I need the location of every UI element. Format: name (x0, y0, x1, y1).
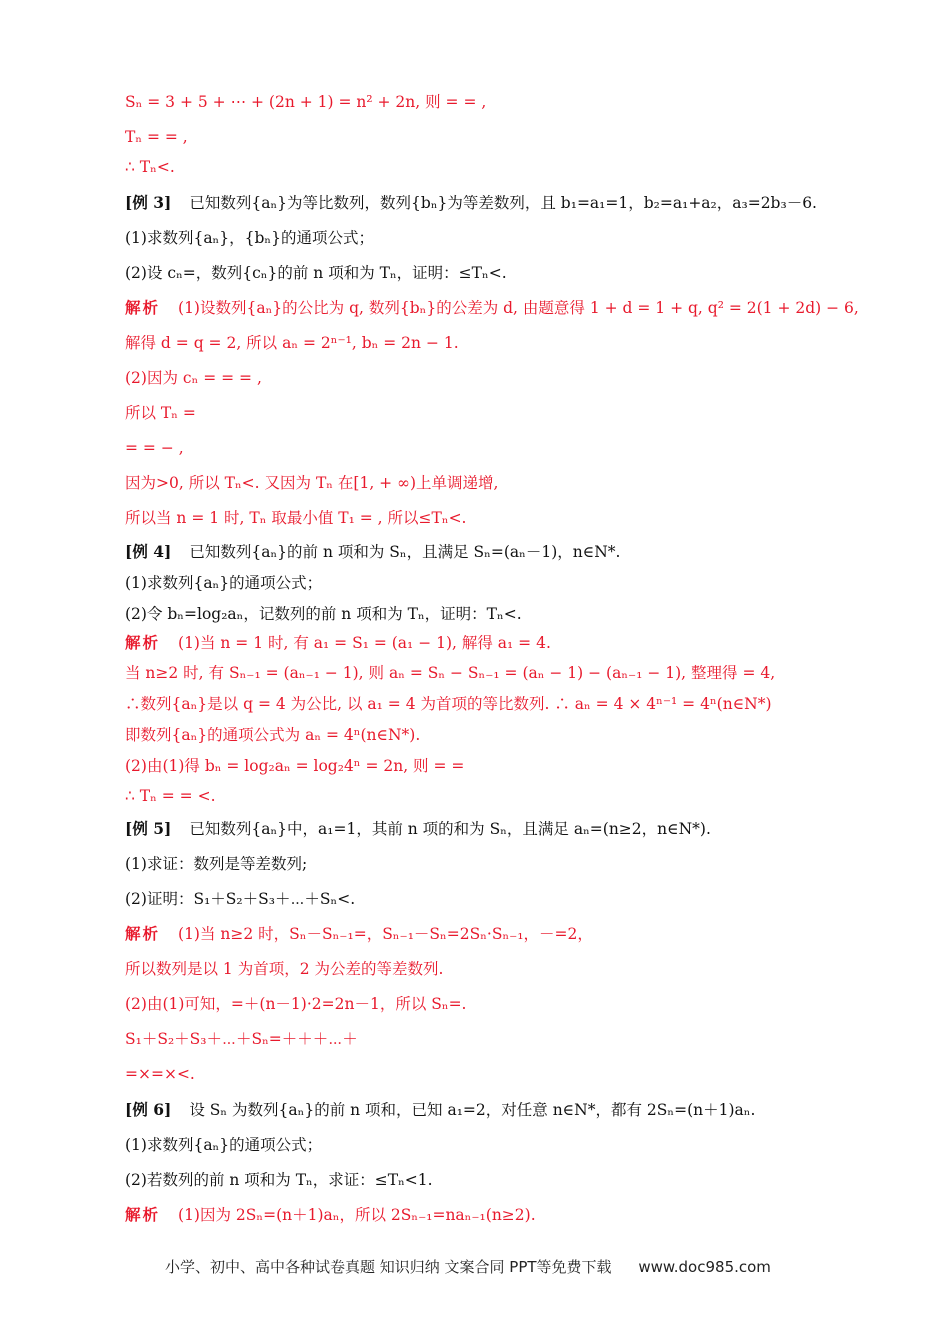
text-line (125, 1029, 358, 1049)
text-line (125, 368, 262, 388)
line-text: 所以当 n = 1 时, Tₙ 取最小值 T₁ = , 所以≤Tₙ<. (125, 509, 467, 527)
line-text: (2)证明：S₁＋S₂＋S₃＋⋯＋Sₙ<. (125, 890, 356, 908)
text-line (125, 438, 184, 458)
text-line (125, 193, 817, 213)
line-text: (2)令 bₙ=log₂aₙ，记数列的前 n 项和为 Tₙ，证明：Tₙ<. (125, 605, 522, 623)
line-text: ∴数列{aₙ}是以 q = 4 为公比, 以 a₁ = 4 为首项的等比数列. ∴ aₙ = 4 × 4ⁿ⁻¹ = 4ⁿ(n∈N*) (125, 695, 772, 713)
line-text: 已知数列{aₙ}为等比数列，数列{bₙ}为等差数列，且 b₁=a₁=1，b₂=a₁+a₂，a₃=2b₃－6. (189, 194, 817, 212)
line-text: = = − , (125, 439, 184, 457)
text-line (125, 1170, 433, 1190)
line-text: Sₙ = 3 + 5 + ⋯ + (2n + 1) = n² + 2n, 则 = = , (125, 93, 487, 111)
text-line (125, 819, 711, 839)
line-text: 已知数列{aₙ}中，a₁=1，其前 n 项的和为 Sₙ，且满足 aₙ=(n≥2，n∈N*). (189, 820, 711, 838)
line-text: (1)设数列{aₙ}的公比为 q, 数列{bₙ}的公差为 d, 由题意得 1 + d = 1 + q, q² = 2(1 + 2d) − 6, (178, 299, 859, 317)
line-text: 所以 Tₙ = (125, 404, 196, 422)
line-text: 当 n≥2 时, 有 Sₙ₋₁ = (aₙ₋₁ − 1), 则 aₙ = Sₙ − Sₙ₋₁ = (aₙ − 1) − (aₙ₋₁ − 1), 整理得 = 4, (125, 664, 776, 682)
line-text: (1)当 n = 1 时, 有 a₁ = S₁ = (a₁ − 1), 解得 a₁ = 4. (178, 634, 551, 652)
line-text: 设 Sₙ 为数列{aₙ}的前 n 项和，已知 a₁=2，对任意 n∈N*，都有 2Sₙ=(n＋1)aₙ. (189, 1101, 756, 1119)
text-line (125, 633, 551, 653)
text-line (125, 756, 464, 776)
text-line (125, 694, 772, 714)
footer-url: www.doc985.com (638, 1258, 771, 1276)
line-text: (1)求数列{aₙ}的通项公式； (125, 574, 323, 592)
text-line (125, 1100, 755, 1120)
example-label: [例 6] (125, 1100, 172, 1119)
text-line (125, 333, 459, 353)
text-line (125, 92, 486, 112)
line-text: (2)若数列的前 n 项和为 Tₙ，求证：≤Tₙ<1. (125, 1171, 433, 1189)
line-text: ∴ Tₙ<. (125, 158, 175, 176)
text-line (125, 127, 188, 147)
text-line (125, 473, 498, 493)
text-line (125, 959, 443, 979)
solution-label: 解析 (125, 633, 161, 652)
text-line (125, 542, 620, 562)
line-text: 已知数列{aₙ}的前 n 项和为 Sₙ，且满足 Sₙ=(aₙ－1)，n∈N*. (189, 543, 621, 561)
example-label: [例 3] (125, 193, 172, 212)
text-line (125, 924, 593, 944)
line-text: 即数列{aₙ}的通项公式为 aₙ = 4ⁿ(n∈N*). (125, 726, 421, 744)
footer-text: 小学、初中、高中各种试卷真题 知识归纳 文案合同 PPT等免费下载 (165, 1258, 612, 1276)
footer (165, 1256, 771, 1277)
line-text: ∴ Tₙ = = <. (125, 787, 216, 805)
line-text: 解得 d = q = 2, 所以 aₙ = 2ⁿ⁻¹, bₙ = 2n − 1. (125, 334, 459, 352)
line-text: S₁＋S₂＋S₃＋⋯＋Sₙ=＋＋＋⋯＋ (125, 1030, 358, 1048)
text-line (125, 889, 355, 909)
line-text: (1)因为 2Sₙ=(n＋1)aₙ，所以 2Sₙ₋₁=naₙ₋₁(n≥2). (178, 1206, 536, 1224)
solution-label: 解析 (125, 1205, 161, 1224)
text-line (125, 725, 420, 745)
text-line (125, 786, 216, 806)
text-line (125, 854, 307, 874)
line-text: 所以数列是以 1 为首项，2 为公差的等差数列. (125, 960, 444, 978)
text-line (125, 263, 507, 283)
text-line (125, 663, 775, 683)
example-label: [例 5] (125, 819, 172, 838)
line-text: (1)求证：数列是等差数列; (125, 855, 308, 873)
text-line (125, 298, 859, 318)
text-line (125, 573, 322, 593)
line-text: =×=×<. (125, 1065, 195, 1083)
solution-label: 解析 (125, 298, 161, 317)
line-text: (2)由(1)得 bₙ = log₂aₙ = log₂4ⁿ = 2n, 则 = = (125, 757, 465, 775)
line-text: (1)求数列{aₙ}，{bₙ}的通项公式； (125, 229, 374, 247)
text-line (125, 1205, 536, 1225)
line-text: (2)设 cₙ=，数列{cₙ}的前 n 项和为 Tₙ，证明：≤Tₙ<. (125, 264, 507, 282)
line-text: 因为>0, 所以 Tₙ<. 又因为 Tₙ 在[1, + ∞)上单调递增, (125, 474, 499, 492)
line-text: (2)因为 cₙ = = = , (125, 369, 262, 387)
line-text: Tₙ = = , (125, 128, 188, 146)
text-line (125, 403, 196, 423)
text-line (125, 228, 374, 248)
line-text: (2)由(1)可知，=＋(n－1)·2=2n－1，所以 Sₙ=. (125, 995, 467, 1013)
line-text: (1)求数列{aₙ}的通项公式； (125, 1136, 323, 1154)
text-line (125, 1135, 322, 1155)
line-text: (1)当 n≥2 时，Sₙ－Sₙ₋₁=，Sₙ₋₁－Sₙ=2Sₙ·Sₙ₋₁，－=2， (178, 925, 593, 943)
text-line (125, 157, 175, 177)
solution-label: 解析 (125, 924, 161, 943)
text-line (125, 604, 522, 624)
text-line (125, 1064, 195, 1084)
example-label: [例 4] (125, 542, 172, 561)
text-line (125, 994, 467, 1014)
text-line (125, 508, 467, 528)
